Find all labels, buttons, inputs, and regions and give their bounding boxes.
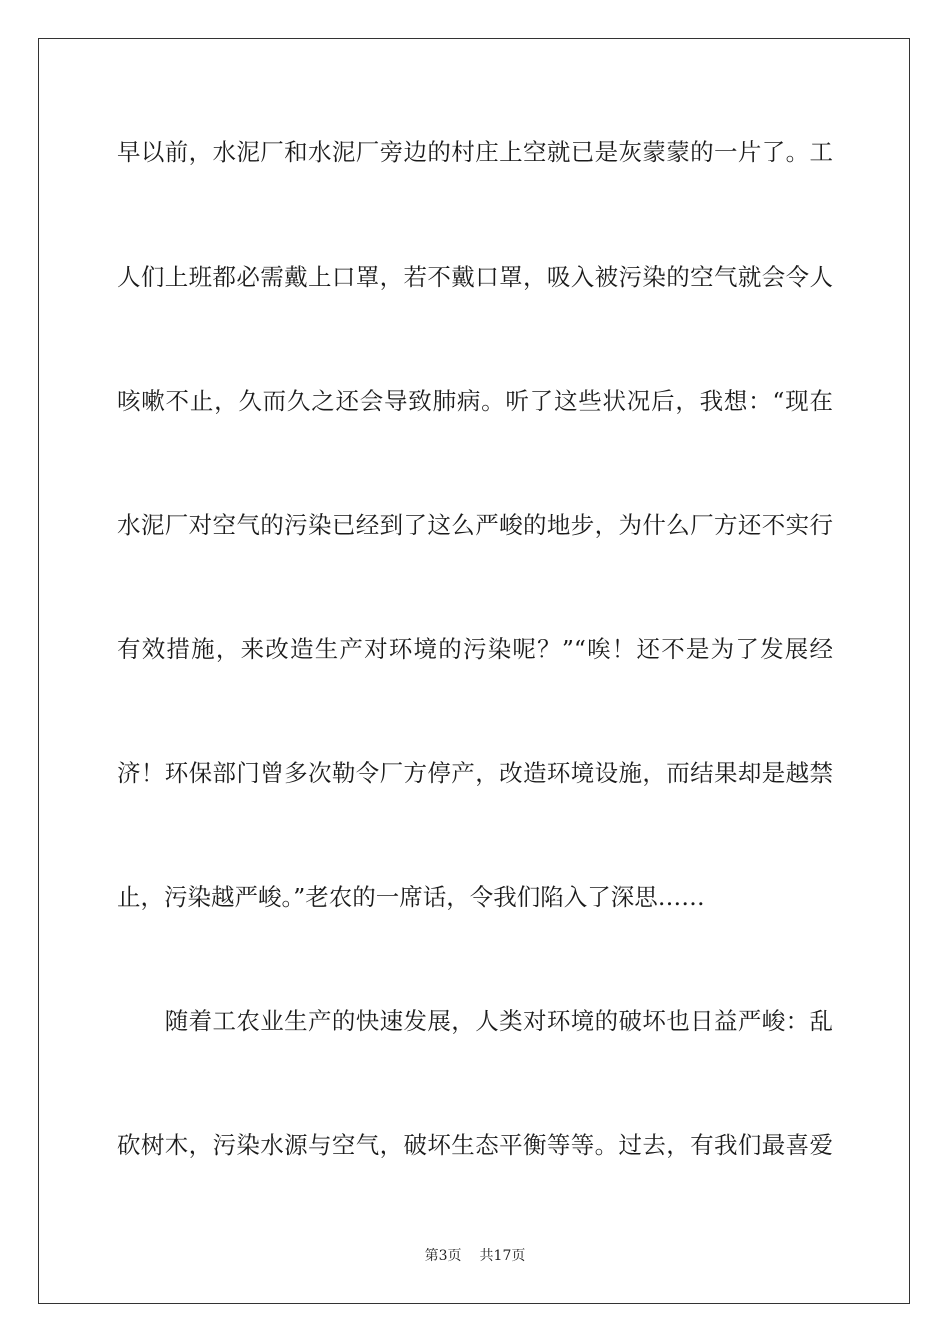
text-line-9: 砍树木，污染水源与空气，破坏生态平衡等等。过去，有我们最喜爱: [117, 1131, 833, 1159]
page-number: 第3页: [424, 1248, 462, 1264]
page-border: [38, 38, 910, 1304]
text-line-5: 有效措施，来改造生产对环境的污染呢？”“唉！还不是为了发展经: [117, 635, 833, 663]
text-line-7: 止，污染越严峻。”老农的一席话，令我们陷入了深思……: [117, 883, 705, 911]
text-line-8: 随着工农业生产的快速发展，人类对环境的破坏也日益严峻：乱: [117, 1007, 833, 1035]
text-line-4: 水泥厂对空气的污染已经到了这么严峻的地步，为什么厂方还不实行: [117, 511, 833, 539]
text-line-2: 人们上班都必需戴上口罩，若不戴口罩，吸入被污染的空气就会令人: [117, 263, 833, 291]
text-line-1: 早以前，水泥厂和水泥厂旁边的村庄上空就已是灰蒙蒙的一片了。工: [117, 138, 833, 166]
text-line-6: 济！环保部门曾多次勒令厂方停产，改造环境设施，而结果却是越禁: [117, 759, 833, 787]
text-line-3: 咳嗽不止，久而久之还会导致肺病。听了这些状况后，我想：“现在: [117, 387, 833, 415]
page-total: 共17页: [479, 1248, 526, 1264]
page-footer: [0, 1246, 950, 1266]
